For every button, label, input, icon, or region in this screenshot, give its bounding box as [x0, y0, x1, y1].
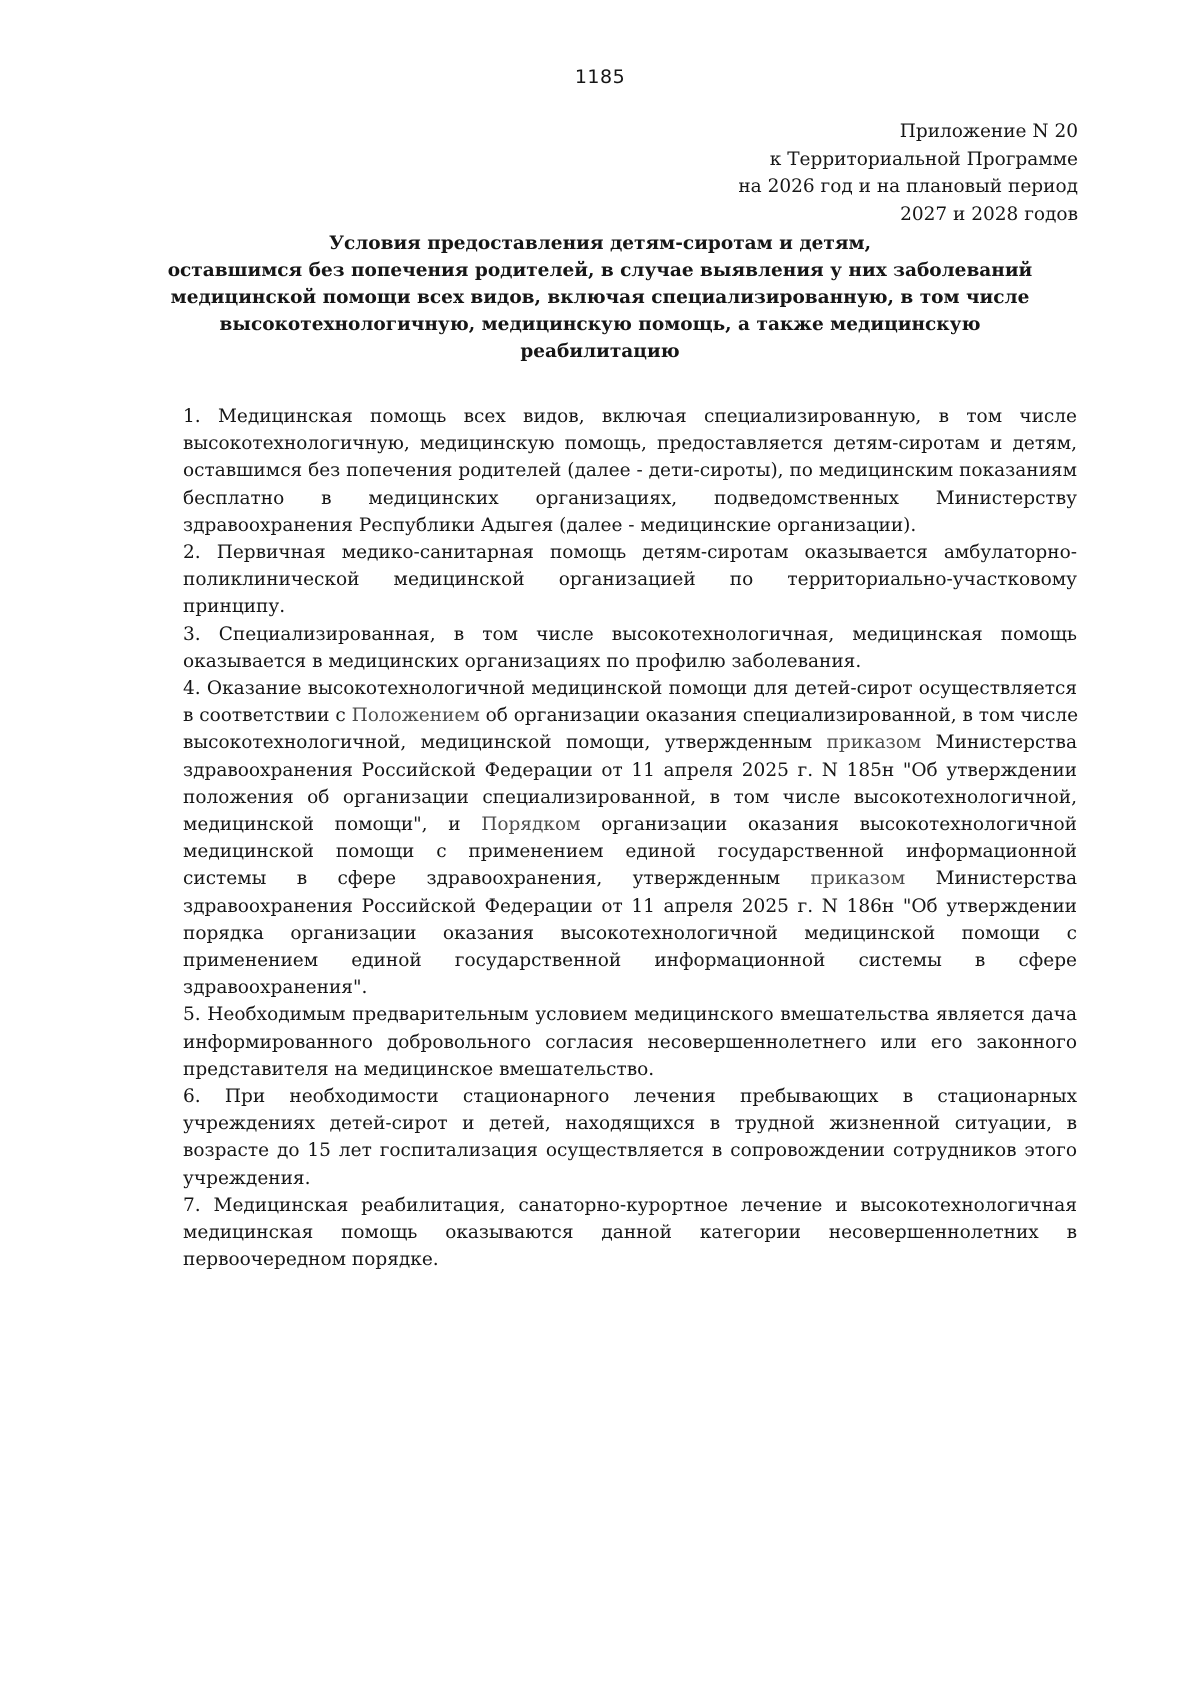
text-line: оказывается в медицинских организациях по профилю заболевания.	[183, 650, 862, 672]
text-line: 2. Первичная медико-санитарная помощь детям-сиротам оказывается амбулаторно-	[183, 542, 1077, 564]
text-line: учреждениях детей-сирот и детей, находящихся в трудной жизненной ситуации, в	[183, 1113, 1077, 1135]
appendix-line: на 2026 год и на плановый период	[738, 176, 1078, 197]
text-line: здравоохранения Российской Федерации от 11 апреля 2025 г. N 186н "Об утверждении	[183, 895, 1077, 917]
text-fragment: в соответствии с	[183, 705, 346, 727]
order-link[interactable]: приказом	[810, 868, 906, 890]
appendix-header	[738, 118, 1078, 228]
text-fragment: организации оказания высокотехнологичной	[601, 814, 1078, 836]
paragraph-6	[183, 1083, 1077, 1192]
paragraph-5	[183, 1001, 1077, 1083]
text-line: 1. Медицинская помощь всех видов, включая специализированную, в том числе	[183, 406, 1077, 427]
text-line: учреждения.	[183, 1167, 311, 1189]
title-line: реабилитацию	[520, 341, 680, 362]
text-line: медицинской помощи с применением единой государственной информационной	[183, 841, 1077, 863]
text-line: первоочередном порядке.	[183, 1249, 439, 1271]
text-line: положения об организации специализированной, в том числе высокотехнологичной,	[183, 786, 1077, 808]
regulation-link[interactable]: Положением	[351, 705, 480, 727]
text-line: применением единой государственной информационной системы в сфере	[183, 950, 1077, 972]
document-body	[183, 403, 1077, 1274]
appendix-line: Приложение N 20	[899, 121, 1078, 142]
text-line: порядка организации оказания высокотехнологичной медицинской помощи с	[183, 922, 1077, 944]
text-line	[183, 865, 1077, 892]
text-fragment: системы в сфере здравоохранения, утвержденным	[183, 868, 781, 890]
text-line: 7. Медицинская реабилитация, санаторно-курортное лечение и высокотехнологичная	[183, 1194, 1077, 1216]
appendix-line: к Территориальной Программе	[769, 148, 1078, 170]
text-line: здравоохранения".	[183, 977, 368, 999]
paragraph-7	[183, 1192, 1077, 1274]
page-number: 1185	[574, 66, 626, 88]
text-line: принципу.	[183, 596, 286, 618]
text-fragment: высокотехнологичной, медицинской помощи, утвержденным	[183, 732, 813, 754]
text-line: представителя на медицинское вмешательство.	[183, 1058, 655, 1080]
paragraph-2	[183, 539, 1077, 621]
text-line: высокотехнологичную, медицинскую помощь, предоставляется детям-сиротам и детям,	[183, 433, 1077, 455]
text-line: 4. Оказание высокотехнологичной медицинской помощи для детей-сирот осуществляется	[183, 678, 1077, 700]
text-fragment: об организации оказания специализированной, в том числе	[485, 705, 1079, 727]
text-line: бесплатно в медицинских организациях, подведомственных Министерству	[183, 487, 1077, 509]
text-line: здравоохранения Российской Федерации от 11 апреля 2025 г. N 185н "Об утверждении	[183, 759, 1077, 781]
appendix-line: 2027 и 2028 годов	[900, 203, 1078, 225]
paragraph-4	[183, 675, 1077, 1001]
paragraph-1	[183, 403, 1077, 539]
text-line	[183, 702, 1077, 729]
document-title	[150, 230, 1050, 365]
title-line: оставшимся без попечения родителей, в случае выявления у них заболеваний	[167, 260, 1033, 281]
text-line: поликлинической медицинской организацией по территориально-участковому	[183, 569, 1077, 591]
text-line: информированного добровольного согласия несовершеннолетнего или его законного	[183, 1031, 1077, 1053]
text-fragment: Министерства	[935, 868, 1077, 890]
order-link[interactable]: приказом	[826, 732, 922, 754]
title-line: высокотехнологичную, медицинскую помощь, а также медицинскую	[219, 314, 981, 335]
text-line: медицинская помощь оказываются данной категории несовершеннолетних в	[183, 1222, 1077, 1244]
text-line	[183, 811, 1077, 838]
text-line: здравоохранения Республики Адыгея (далее - медицинские организации).	[183, 514, 917, 536]
text-fragment: Министерства	[935, 732, 1077, 754]
text-line	[183, 729, 1077, 756]
procedure-link[interactable]: Порядком	[481, 814, 581, 836]
title-line: медицинской помощи всех видов, включая специализированную, в том числе	[170, 287, 1030, 308]
text-line: возрасте до 15 лет госпитализация осуществляется в сопровождении сотрудников этого	[183, 1140, 1077, 1162]
paragraph-3	[183, 621, 1077, 675]
text-line: оставшимся без попечения родителей (далее - дети-сироты), по медицинским показаниям	[183, 460, 1077, 482]
title-line: Условия предоставления детям-сиротам и детям,	[328, 233, 872, 254]
text-line: 6. При необходимости стационарного лечения пребывающих в стационарных	[183, 1086, 1077, 1108]
text-fragment: медицинской помощи", и	[183, 814, 461, 836]
text-line: 5. Необходимым предварительным условием медицинского вмешательства является дача	[183, 1004, 1077, 1026]
text-line: 3. Специализированная, в том числе высокотехнологичная, медицинская помощь	[183, 623, 1077, 645]
